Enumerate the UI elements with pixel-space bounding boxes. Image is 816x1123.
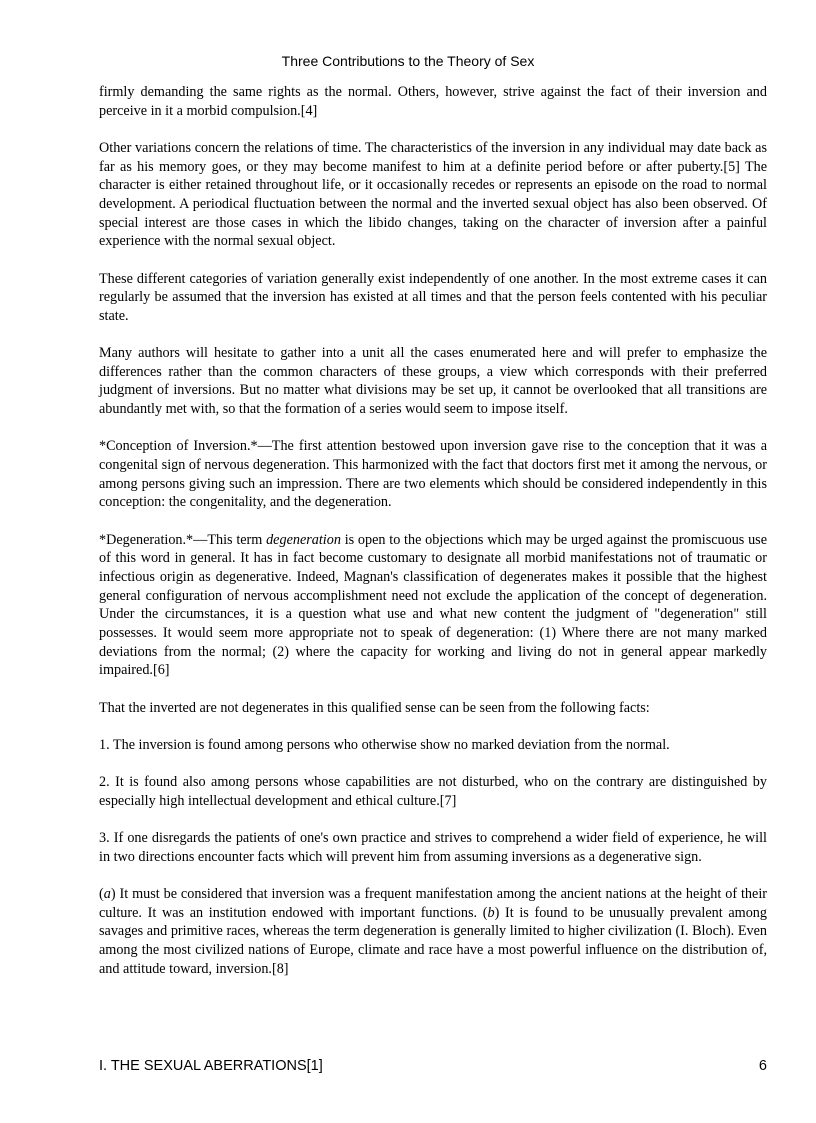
italic-term: degeneration [266,531,341,548]
paragraph [99,531,767,680]
text-span: is open to the objections which may be urged against the promiscuous use of this word in general. It has in fact become customary to designate all morbid manifestations not of traumatic or infectious origin as degenerative. Indeed, Magnan's classification of degenerates makes it possible that the highest general configuration of nervous accomplishment need not exclude the application of the concept of degeneration. Under the circumstances, it is a question what use and what new content the judgment of "degeneration" still possesses. It would seem more appropriate not to speak of degeneration: (1) Where there are not many marked deviations from the normal; (2) where the capacity for working and living do not in general appear markedly impaired.[6] [99,531,767,679]
footer-section-title: I. THE SEXUAL ABERRATIONS[1] [99,1058,323,1074]
paragraph: 2. It is found also among persons whose capabilities are not disturbed, who on the contrary are distinguished by especially high intellectual development and ethical culture.[7] [99,774,767,809]
paragraph: *Conception of Inversion.*––The first attention bestowed upon inversion gave rise to the conception that it was a congenital sign of nervous degeneration. This harmonized with the fact that doctors first met it among the nervous, or among persons giving such an impression. There are two elements which should be considered independently in this conception: the congenitality, and the degeneration. [99,438,767,511]
paragraph: 3. If one disregards the patients of one's own practice and strives to comprehend a wider field of experience, he will in two directions encounter facts which will prevent him from assuming inversions as a degenerative sign. [99,830,767,865]
paragraph [99,885,767,978]
page-number: 6 [758,1058,767,1074]
running-header: Three Contributions to the Theory of Sex [281,53,535,69]
paragraph: 1. The inversion is found among persons who otherwise show no marked deviation from the normal. [99,736,670,753]
italic-letter: b [487,904,495,921]
paragraph: firmly demanding the same rights as the normal. Others, however, strive against the fact of their inversion and perceive in it a morbid compulsion.[4] [99,84,767,119]
paragraph: Many authors will hesitate to gather into a unit all the cases enumerated here and will prefer to emphasize the differences rather than the common characters of these groups, a view which corresponds with their preferred judgment of inversions. But no matter what divisions may be set up, it cannot be overlooked that all transitions are abundantly met with, so that the formation of a series would seem to impose itself. [99,345,767,418]
running-footer [99,1058,767,1074]
text-span: *Degeneration.*––This term [99,531,267,548]
paragraph: Other variations concern the relations of time. The characteristics of the inversion in any individual may date back as far as his memory goes, or they may become manifest to him at a definite period before or after puberty.[5] The character is either retained throughout life, or it occasionally recedes or represents an episode on the road to normal development. A periodical fluctuation between the normal and the inverted sexual object has also been observed. Of special interest are those cases in which the libido changes, taking on the character of inversion after a painful experience with the normal sexual object. [99,139,767,250]
page-body [99,83,767,997]
paragraph: That the inverted are not degenerates in this qualified sense can be seen from the following facts: [99,699,650,716]
text-span: ) It must be considered that inversion was a frequent manifestation among the ancient nations at the height of their culture. It was an institution endowed with important functions. ( [99,886,767,921]
text-span: ( [99,886,104,903]
text-span: ) It is found to be unusually prevalent among savages and primitive races, whereas the term degeneration is generally limited to higher civilization (I. Bloch). Even among the most civilized nations of Europe, climate and race have a most powerful influence on the distribution of, and attitude toward, inversion.[8] [99,904,767,977]
paragraph: These different categories of variation generally exist independently of one another. In the most extreme cases it can regularly be assumed that the inversion has existed at all times and that the person feels contented with his peculiar state. [99,270,767,324]
italic-letter: a [103,886,111,903]
